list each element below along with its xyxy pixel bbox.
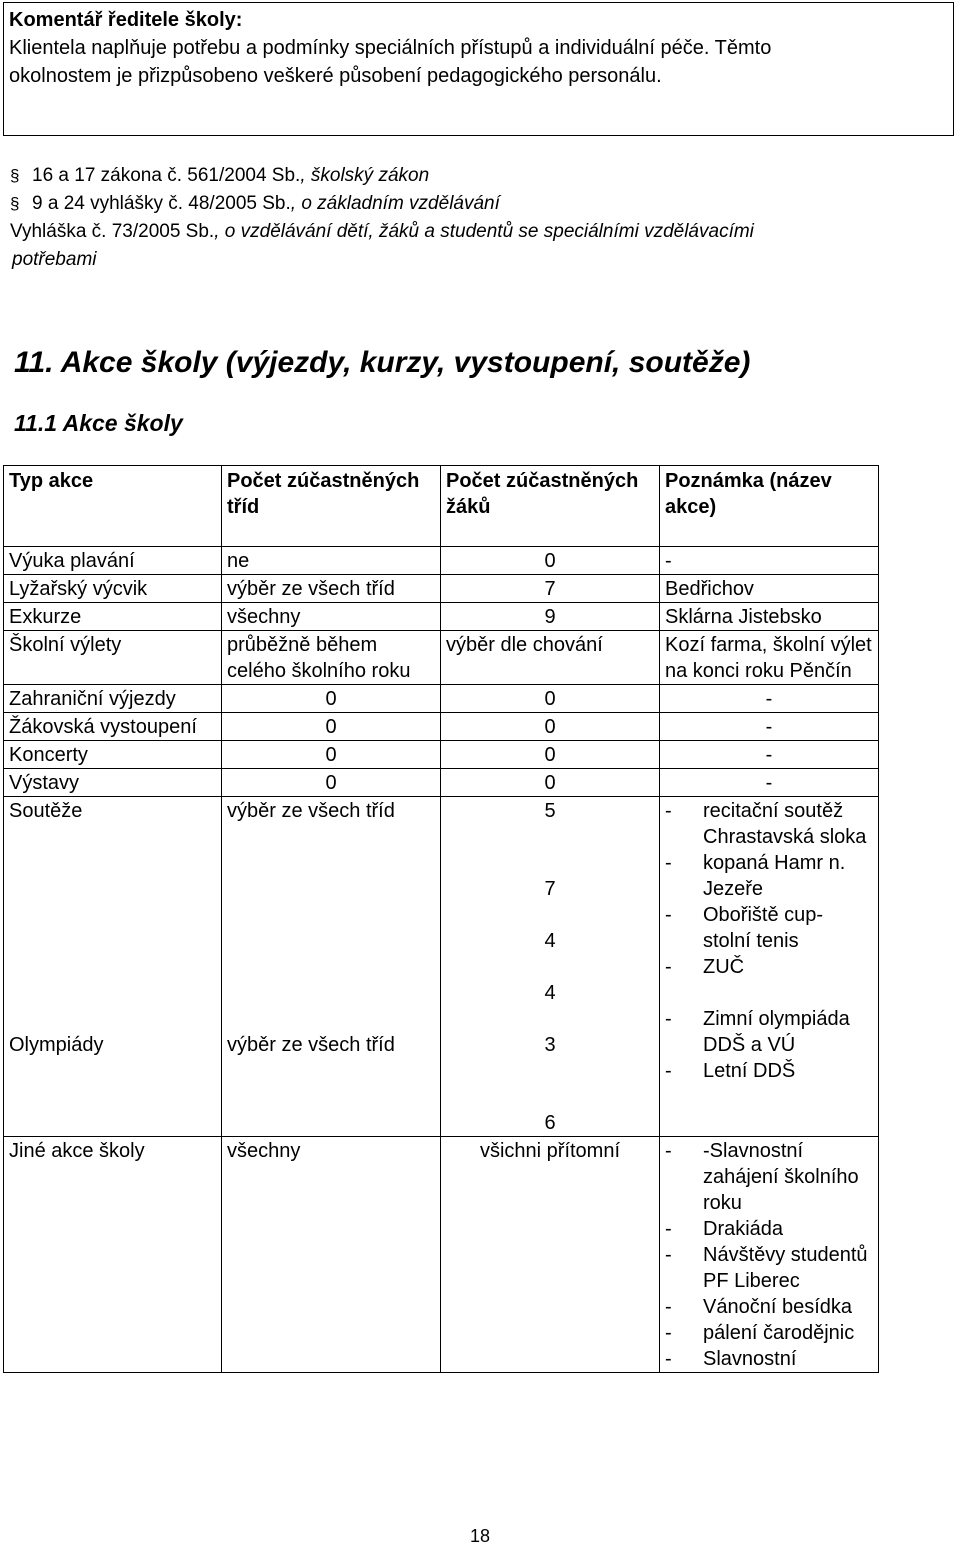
list-item: - recitační soutěž Chrastavská sloka	[665, 800, 867, 848]
section-sign-icon: §	[10, 194, 20, 213]
page-number: 18	[469, 1526, 491, 1546]
school-actions-table	[3, 465, 879, 1373]
list-item: - Slavnostní	[665, 1348, 797, 1370]
list-item: - Vánoční besídka	[665, 1296, 852, 1318]
competition-notes	[660, 797, 879, 1137]
list-item: - Drakiáda	[665, 1218, 784, 1240]
table-row: Výuka plavání ne 0 -	[4, 547, 879, 575]
header-note: Poznámka (název akce)	[660, 466, 879, 547]
list-item: - Obořiště cup- stolní tenis	[665, 904, 824, 952]
header-classes: Počet zúčastněných tříd	[222, 466, 441, 547]
table-row: Výstavy 0 0 -	[4, 769, 879, 797]
law-line-3: Vyhláška č. 73/2005 Sb., o vzdělávání dětí, žáků a studentů se speciálními vzdělávacími	[10, 221, 754, 242]
law-line-1: § 16 a 17 zákona č. 561/2004 Sb., školský zákon	[10, 162, 754, 190]
list-item: - Návštěvy studentů PF Liberec	[665, 1244, 868, 1292]
legal-references	[10, 162, 754, 274]
law-line-4: potřebami	[12, 249, 97, 270]
list-item: - -Slavnostní zahájení školního roku	[665, 1140, 859, 1214]
comment-text-line1: Klientela naplňuje potřebu a podmínky speciálních přístupů a individuální péče. Těmto	[9, 37, 772, 59]
director-comment-box	[3, 2, 954, 136]
law-line-2: § 9 a 24 vyhlášky č. 48/2005 Sb., o základním vzdělávání	[10, 190, 754, 218]
table-row: Exkurze všechny 9 Sklárna Jistebsko	[4, 603, 879, 631]
comment-text-line2: okolnostem je přizpůsobeno veškeré působení pedagogického personálu.	[9, 65, 662, 87]
comment-title: Komentář ředitele školy:	[9, 9, 243, 31]
table-header-row	[4, 466, 879, 547]
list-item: - Zimní olympiáda DDŠ a VÚ	[665, 1008, 850, 1056]
other-notes	[660, 1137, 879, 1373]
table-row: Lyžařský výcvik výběr ze všech tříd 7 Bedřichov	[4, 575, 879, 603]
section-sign-icon: §	[10, 166, 20, 185]
header-pupils: Počet zúčastněných žáků	[441, 466, 660, 547]
list-item: - kopaná Hamr n. Jezeře	[665, 852, 846, 900]
list-item: - Letní DDŠ	[665, 1060, 796, 1082]
table-row: Koncerty 0 0 -	[4, 741, 879, 769]
list-item: - pálení čarodějnic	[665, 1322, 855, 1344]
section-heading: 11. Akce školy (výjezdy, kurzy, vystoupení, soutěže)	[14, 346, 751, 379]
list-item: - ZUČ	[665, 956, 745, 978]
table-row-other: Jiné akce školy všechny všichni přítomní - -Slavnostní zahájení školního roku - Drakiáda - Návštěvy studentů PF Liberec - Vánoční besídka - pálení čarodějnic - Slavnostní	[4, 1137, 879, 1373]
table-row: Školní výlety průběžně během celého školního roku výběr dle chování Kozí farma, školní výlet na konci roku Pěnčín	[4, 631, 879, 685]
table-row: Zahraniční výjezdy 0 0 -	[4, 685, 879, 713]
competition-counts: 5 7 4 4 3 6	[441, 797, 660, 1137]
subsection-heading: 11.1 Akce školy	[14, 410, 183, 436]
header-type: Typ akce	[4, 466, 222, 547]
table-row: Žákovská vystoupení 0 0 -	[4, 713, 879, 741]
table-row-olympiads: Olympiády výběr ze všech tříd	[4, 1025, 879, 1137]
table-row-competitions: Soutěže výběr ze všech tříd 5 7 4 4 3 6 - recitační soutěž Chrastavská sloka - kopaná Hamr n. Jezeře - Obořiště cup- stolní tenis - ZUČ - Zimní olympiáda DDŠ a VÚ - Letní DDŠ	[4, 797, 879, 1026]
